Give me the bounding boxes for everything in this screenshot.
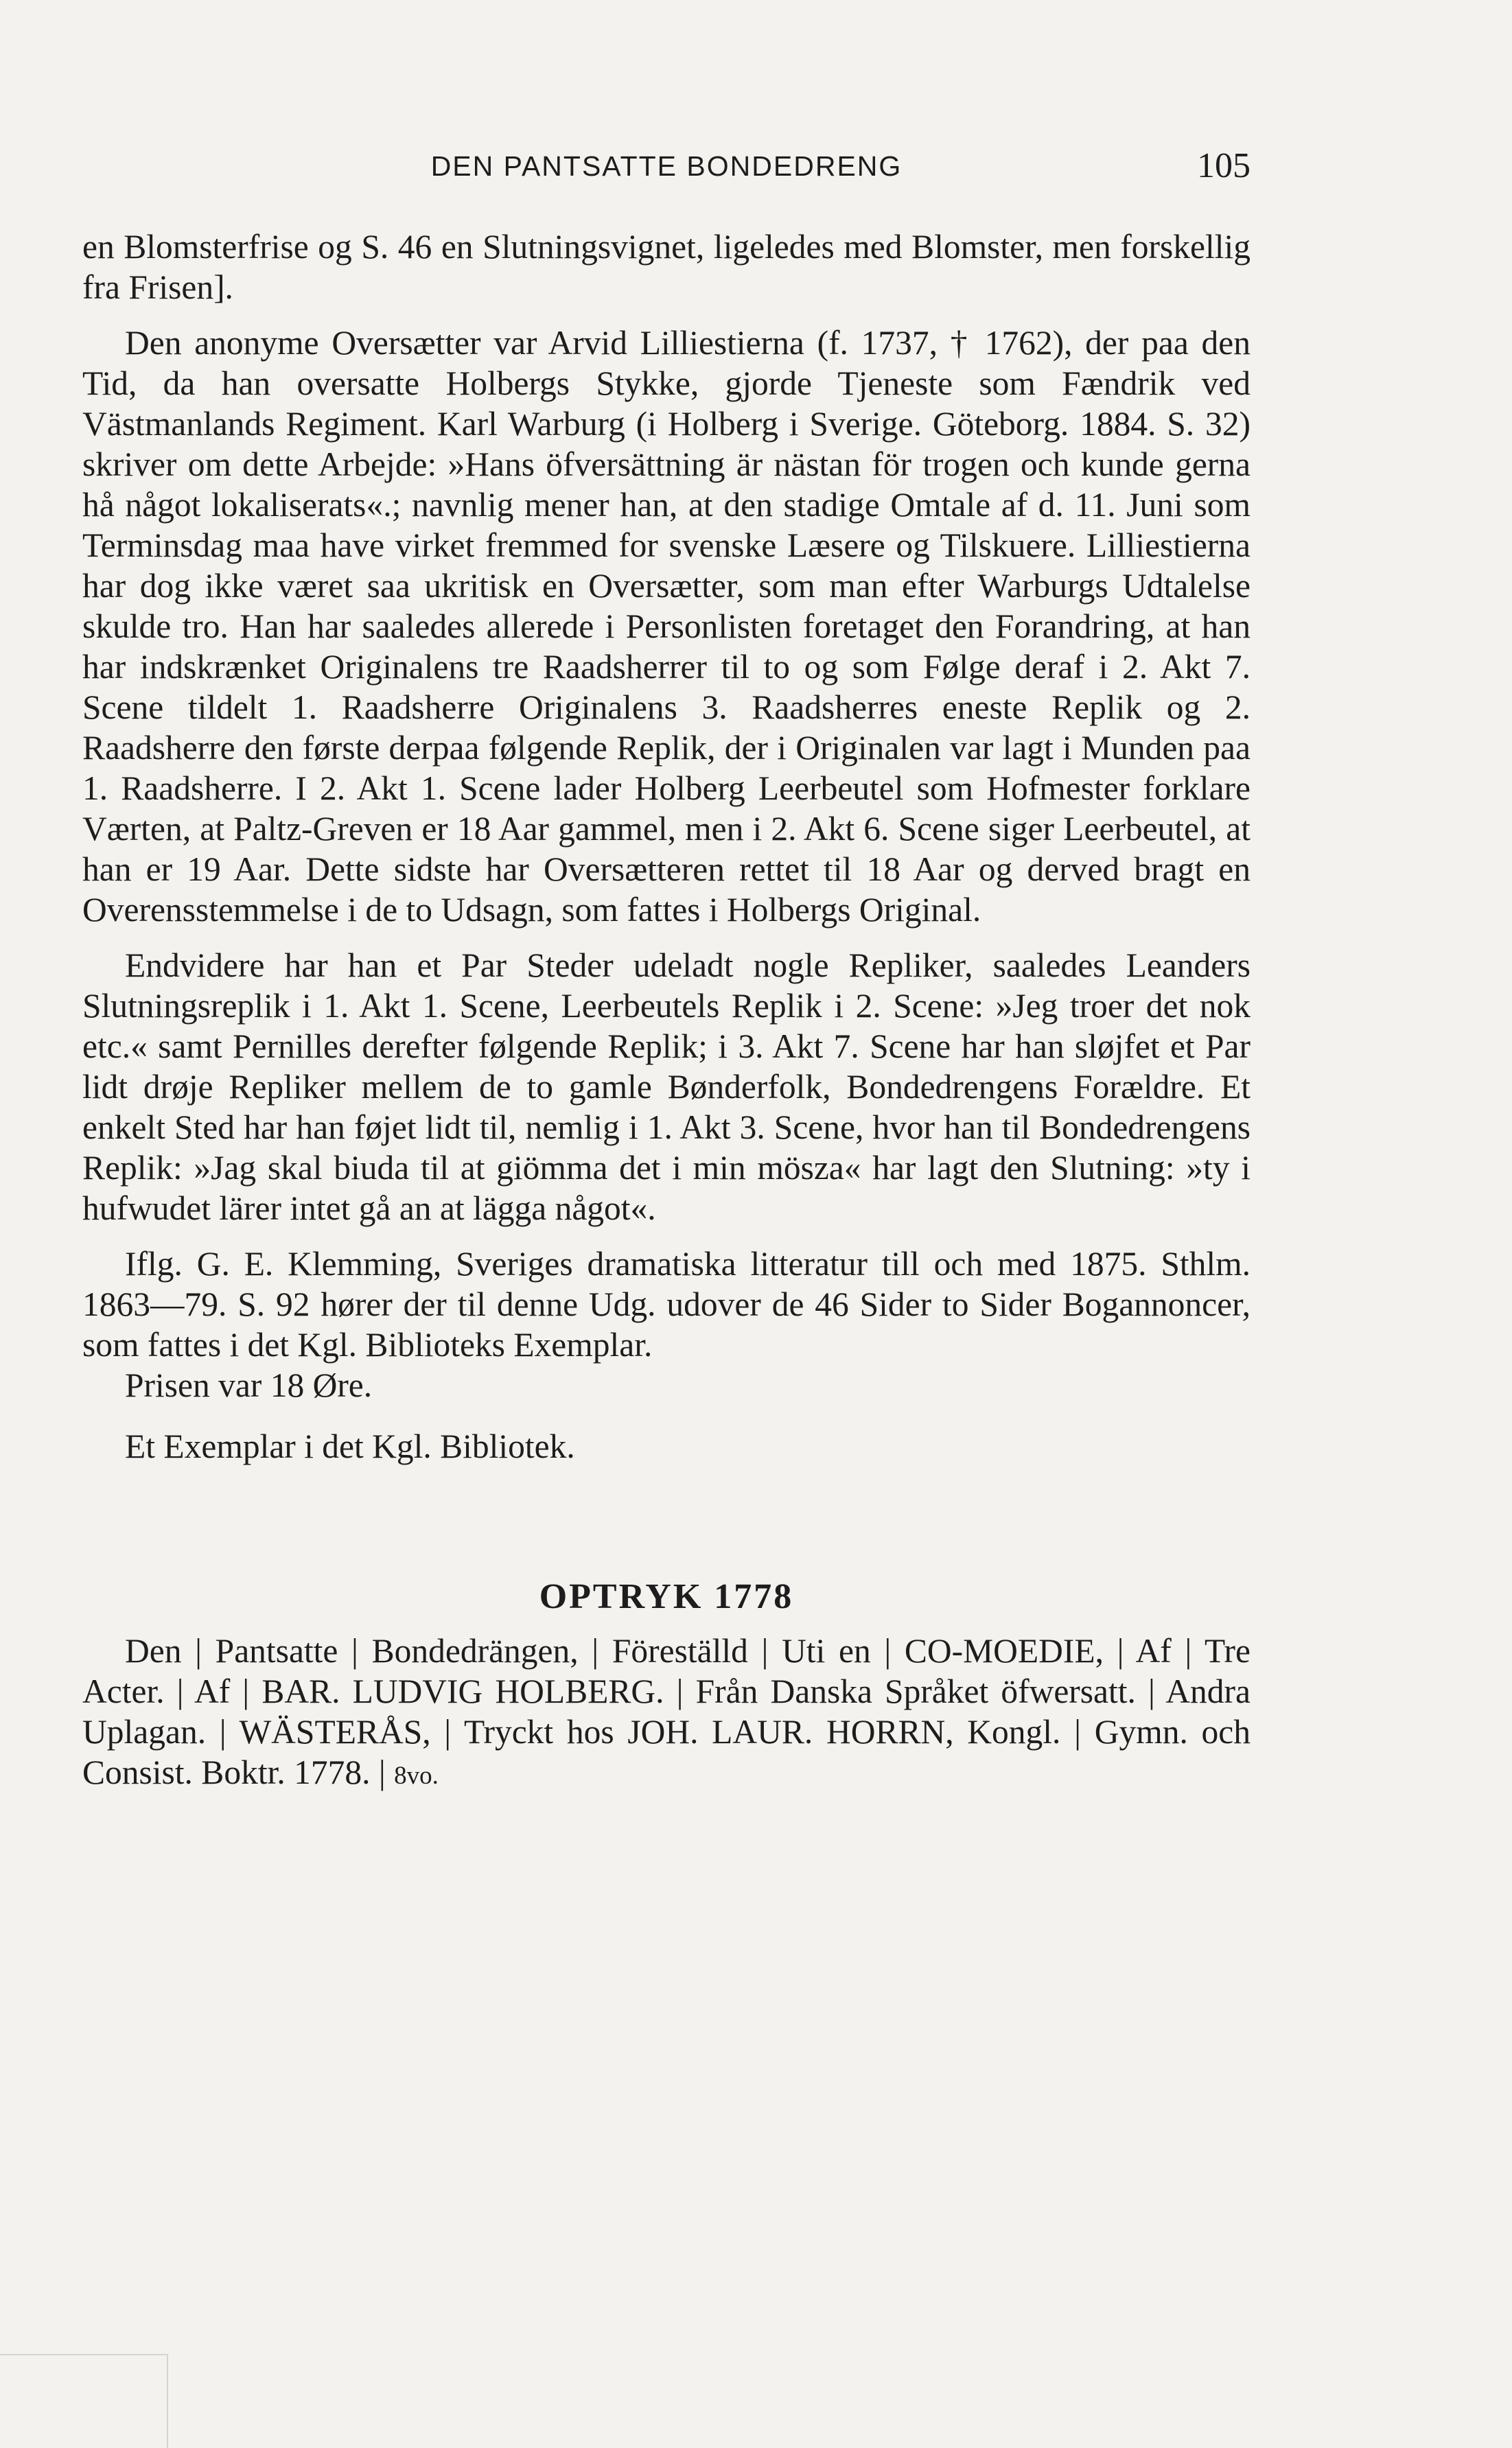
body-text [82,226,1251,1796]
page-number: 105 [1197,146,1251,185]
scan-gutter-mark [0,2354,168,2448]
running-title: DEN PANTSATTE BONDEDRENG [430,150,903,182]
format-label: 8vo. [394,1762,439,1790]
paragraph-price: Prisen var 18 Øre. [125,1366,373,1404]
reprint-text: Den | Pantsatte | Bondedrängen, | Föreställd | Uti en | CO-MOEDIE, | Af | Tre Acter. | Af | BAR. LUDVIG HOLBERG. | Från Danska Språket öfwersatt. | Andra Uplagan. | WÄSTERÅS, | Tryckt hos JOH. LAUR. HORRN, Kongl. | Gymn. och Consist. Boktr. 1778. | [82,1632,1251,1791]
running-head [82,145,1251,194]
paragraph-omissions: Endvidere har han et Par Steder udeladt nogle Repliker, saaledes Leanders Slutningsreplik i 1. Akt 1. Scene, Leerbeutels Replik i 2. Scene: »Jeg troer det nok etc.« samt Pernilles derefter følgende Replik; i 3. Akt 7. Scene har han sløjfet et Par lidt drøje Repliker mellem de to gamle Bønderfolk, Bondedrengens Forældre. Et enkelt Sted har han føjet lidt til, nemlig i 1. Akt 3. Scene, hvor han til Bondedrengens Replik: »Jag skal biuda til at giömma det i min mösza« har lagt den Slutning: »ty i hufwudet lärer intet gå an at lägga något«. [82,946,1251,1227]
reprint-title-page [82,1631,1251,1796]
paragraph-translator: Den anonyme Oversætter var Arvid Lilliestierna (f. 1737, † 1762), der paa den Tid, da han oversatte Holbergs Stykke, gjorde Tjeneste som Fændrik ved Västmanlands Regiment. Karl Warburg (i Holberg i Sverige. Göteborg. 1884. S. 32) skriver om dette Arbejde: »Hans öfversättning är nästan för trogen och kunde gerna hå något lokaliserats«.; navnlig mener han, at den stadige Omtale af d. 11. Juni som Terminsdag maa have virket fremmed for svenske Læsere og Tilskuere. Lilliestierna har dog ikke været saa ukritisk en Oversætter, som man efter Warburgs Udtalelse skulde tro. Han har saaledes allerede i Personlisten foretaget den Forandring, at han har indskrænket Originalens tre Raadsherrer til to og som Følge deraf i 2. Akt 7. Scene tildelt 1. Raadsherre Originalens 3. Raadsherres eneste Replik og 2. Raadsherre den første derpaa følgende Replik, der i Originalen var lagt i Munden paa 1. Raadsherre. I 2. Akt 1. Scene lader Holberg Leerbeutel som Hofmester forklare Værten, at Paltz-Greven er 18 Aar gammel, men i 2. Akt 6. Scene siger Leerbeutel, at han er 19 Aar. Dette sidste har Oversætteren rettet til 18 Aar og derved bragt en Overensstemmelse i de to Udsagn, som fattes i Holbergs Original. [82,324,1251,929]
paragraph-continuation: en Blomsterfrise og S. 46 en Slutningsvignet, ligeledes med Blomster, men forskellig fra Frisen]. [82,228,1251,306]
paragraph-klemming: Iflg. G. E. Klemming, Sveriges dramatiska litteratur till och med 1875. Sthlm. 1863—79. S. 92 hører der til denne Udg. udover de 46 Sider to Sider Bogannoncer, som fattes i det Kgl. Biblioteks Exemplar. [82,1245,1251,1364]
paragraph-exemplar: Et Exemplar i det Kgl. Bibliotek. [125,1427,575,1465]
section-title: OPTRYK 1778 [539,1577,794,1616]
